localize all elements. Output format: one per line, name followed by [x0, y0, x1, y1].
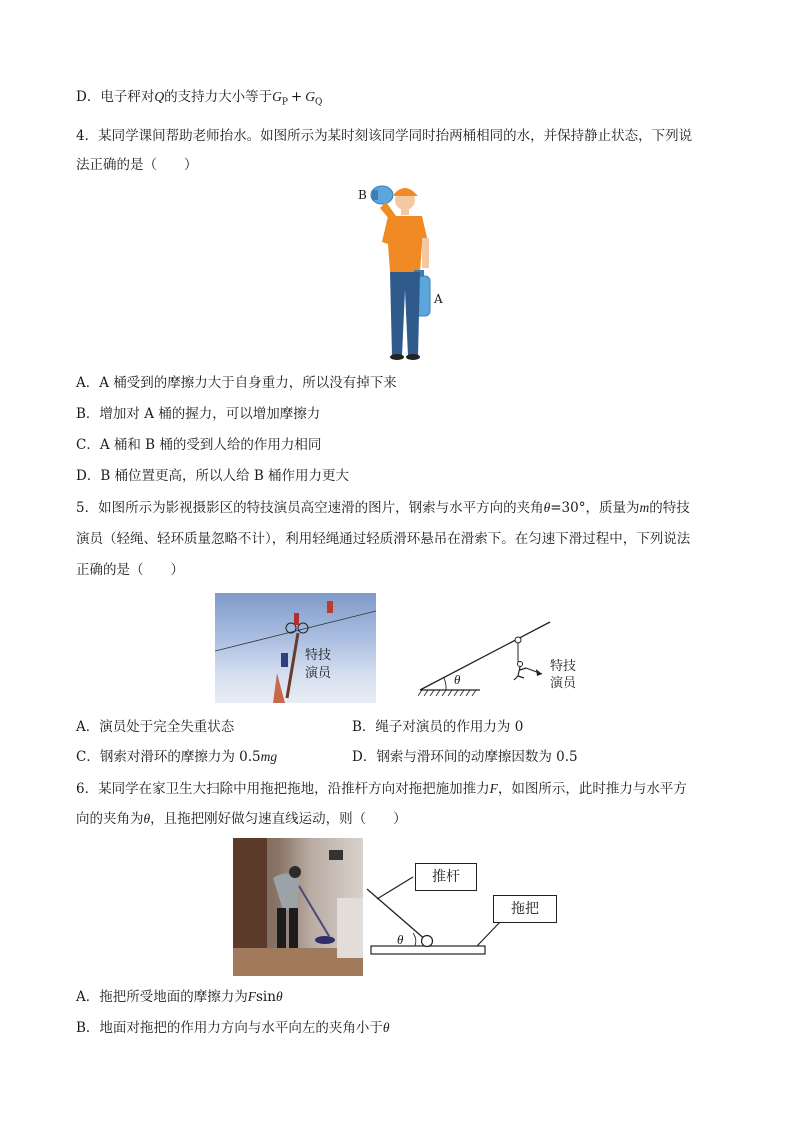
q5-stem-line2: 演员（轻绳、轻环质量忽略不计），利用轻绳通过轻质滑环悬吊在滑索下。在匀速下滑过程中，下列说法 [76, 531, 691, 547]
q3-option-d: D．电子秤对Q的支持力大小等于$G_P + G_Q$ [76, 89, 323, 108]
q5-stem-line3: 正确的是（ ） [76, 562, 184, 578]
cable-theta: θ [454, 672, 461, 687]
q4-option-d: D．B 桶位置更高，所以人给 B 桶作用力更大 [76, 468, 350, 484]
q4-option-b: B．增加对 A 桶的握力，可以增加摩擦力 [76, 406, 321, 422]
q6-mop-diagram [365, 855, 565, 965]
q6-option-a: A．拖把所受地面的摩擦力为Fsinθ [76, 989, 283, 1005]
q4-stem-line1: 4．某同学课间帮助老师抬水。如图所示为某时刻该同学同时抬两桶相同的水，并保持静止状态，下列说 [76, 128, 693, 144]
q6-mopping-photo [233, 838, 363, 976]
q6-stem-line2: 向的夹角为θ，且拖把刚好做匀速直线运动，则（ ） [76, 811, 407, 827]
q5-cable-diagram [418, 618, 598, 698]
person-carrying-water-illustration [350, 180, 450, 362]
q5-option-a: A．演员处于完全失重状态 [76, 719, 235, 735]
q5-option-d: D．钢索与滑环间的动摩擦因数为 0.5 [352, 749, 578, 765]
q4-stem-line2: 法正确的是（ ） [76, 157, 198, 173]
photo-label: 特技 演员 [305, 648, 332, 681]
callout-mop: 拖把 [493, 895, 557, 923]
q6-stem-line1: 6．某同学在家卫生大扫除中用拖把拖地，沿推杆方向对拖把施加推力F，如图所示，此时推力与水平方 [76, 781, 687, 797]
q6-option-b: B．地面对拖把的作用力方向与水平向左的夹角小于θ [76, 1020, 390, 1036]
q4-figure-person [350, 180, 450, 362]
callout-rod: 推杆 [415, 863, 477, 891]
q5-option-b: B．绳子对演员的作用力为 0 [352, 719, 524, 735]
q4-option-c: C．A 桶和 B 桶的受到人给的作用力相同 [76, 437, 322, 453]
diagram-label: 特技 演员 [550, 659, 577, 691]
q5-stem-line1: 5．如图所示为影视摄影区的特技演员高空速滑的图片，钢索与水平方向的夹角θ=30°，质量为m的特技 [76, 500, 690, 516]
label-a: A [434, 292, 443, 306]
q4-option-a: A．A 桶受到的摩擦力大于自身重力，所以没有掉下来 [76, 375, 397, 391]
mop-theta: θ [397, 932, 404, 947]
q5-stunt-photo [215, 593, 376, 703]
q5-option-c: C．钢索对滑环的摩擦力为 0.5mg [76, 749, 278, 765]
label-b: B [358, 188, 367, 202]
